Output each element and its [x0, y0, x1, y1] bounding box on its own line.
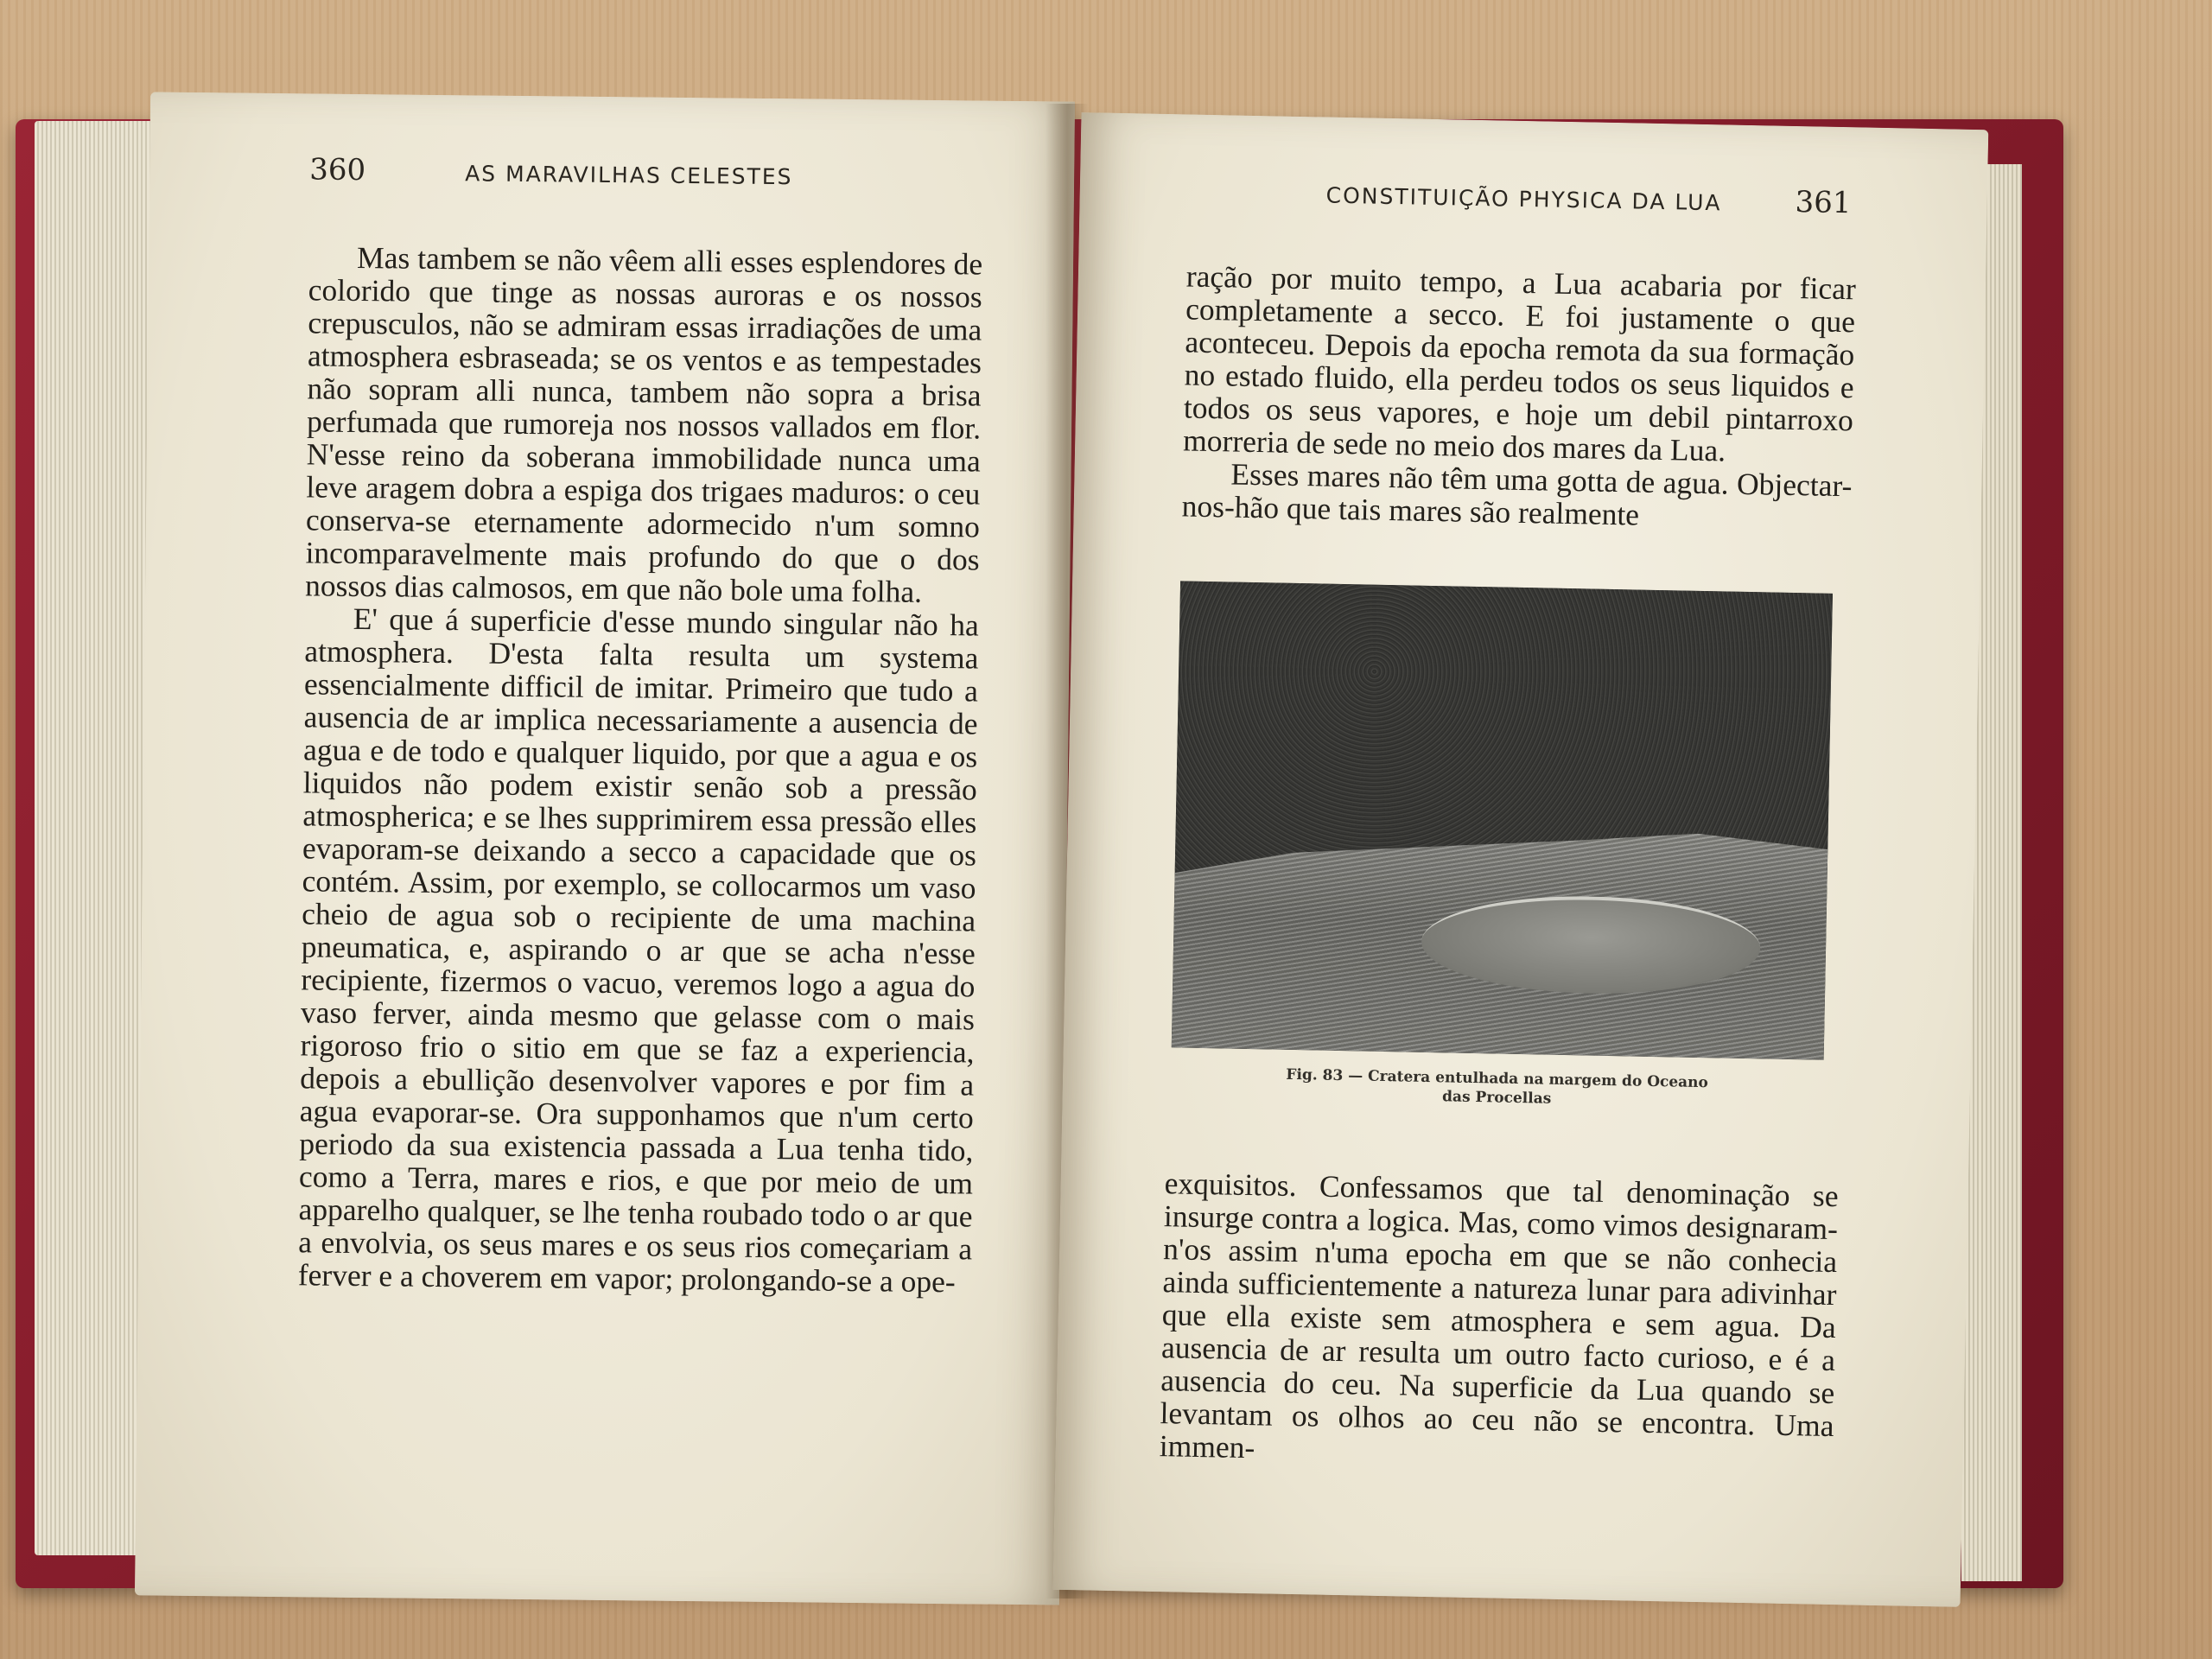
left-running-head [309, 152, 793, 192]
right-paragraph-2: Esses mares não têm uma gotta de agua. Objectar-nos-hão que tais mares são realmente [1181, 456, 1853, 532]
right-head-title: CONSTITUIÇÃO PHYSICA DA LUA [1325, 182, 1722, 216]
right-page-number: 361 [1795, 184, 1852, 221]
left-paragraph-2: E' que á superficie d'esse mundo singular não ha atmosphera. D'esta falta resulta um systema essencialmente difficil de imitar. Primeiro que tudo a ausencia de ar implica necessariamente a ausencia de agua e de todo e qualquer liquido, por que a agua e os liquidos não podem existir senão sob a pressão atmospherica; e se lhes supprimirem essa pressão elles evaporam-se deixando a secco a capacidade que os contém. Assim, por exemplo, se collocarmos um vaso cheio de agua sob o recipiente de uma machina pneumatica, e, aspirando o ar que se acha n'esse recipiente, fizermos o vacuo, veremos logo a agua do vaso ferver, ainda mesmo que gelasse com o mais rigoroso frio o sitio em que se faz a experiencia, depois a ebullição desenvolver vapores e por fim a agua evaporar-se. Ora supponhamos que n'um certo periodo da sua existencia passada a Lua tenha tido, como a Terra, mares e rios, e que por meio de um apparelho qualquer, se lhe tenha roubado todo o ar que a envolvia, os seus mares e os seus rios começariam a ferver e a choverem em vapor; prolongando-se a ope- [297, 601, 979, 1300]
left-head-title: AS MARAVILHAS CELESTES [465, 161, 793, 190]
left-page [135, 92, 1075, 1605]
right-body-text-top [1181, 259, 1856, 535]
left-body-text [298, 240, 983, 1298]
figure-caption-line-2: das Procellas [1441, 1088, 1552, 1108]
left-paragraph-1: Mas tambem se não vêem alli esses esplendores de colorido que tinge as nossas auroras e os nossos crepusculos, não se admiram essas irradiações de uma atmosphera esbraseada; se os ventos e as tempestades não sopram alli nunca, tambem não sopra a brisa perfumada que rumoreja nos nossos vallados em flor. N'esse reino da soberana immobilidade nunca uma leve aragem dobra a espiga dos trigaes maduros: o ceu conserva-se eternamente adormecido n'um somno incomparavelmente mais profundo do que o dos nossos dias calmosos, em que não bole uma folha. [304, 239, 983, 609]
right-paragraph-1: ração por muito tempo, a Lua acabaria por ficar completamente a secco. E foi justamente o que aconteceu. Depois da epocha remota da sua formação no estado fluido, ella perdeu todos os seus liquidos e todos os seus vapores, e hoje um debil pintarroxo morreria de sede no meio dos mares da Lua. [1182, 258, 1857, 468]
figure-caption [1171, 1063, 1824, 1113]
left-page-number: 360 [308, 152, 366, 188]
engraving-sky [1175, 581, 1833, 882]
right-paragraph-3: exquisitos. Confessamos que tal denominação se insurge contra a logica. Mas, como vimos designaram-n'os assim n'uma epocha em que se não conhecia ainda sufficientemente a natureza lunar para adivinhar que ella existe sem atmosphera e sem agua. Da ausencia de ar resulta um outro facto curioso, e é a ausencia do ceu. Na superficie da Lua quando se levantam os olhos ao ceu não se encontra. Uma immen- [1159, 1166, 1839, 1465]
right-page [1053, 112, 1989, 1607]
right-body-text-bottom [1160, 1166, 1839, 1475]
figure-caption-line-1: Fig. 83 — Cratera entulhada na margem do Oceano [1286, 1065, 1709, 1092]
right-running-head [1325, 176, 1852, 221]
lunar-crater-engraving [1172, 581, 1833, 1059]
